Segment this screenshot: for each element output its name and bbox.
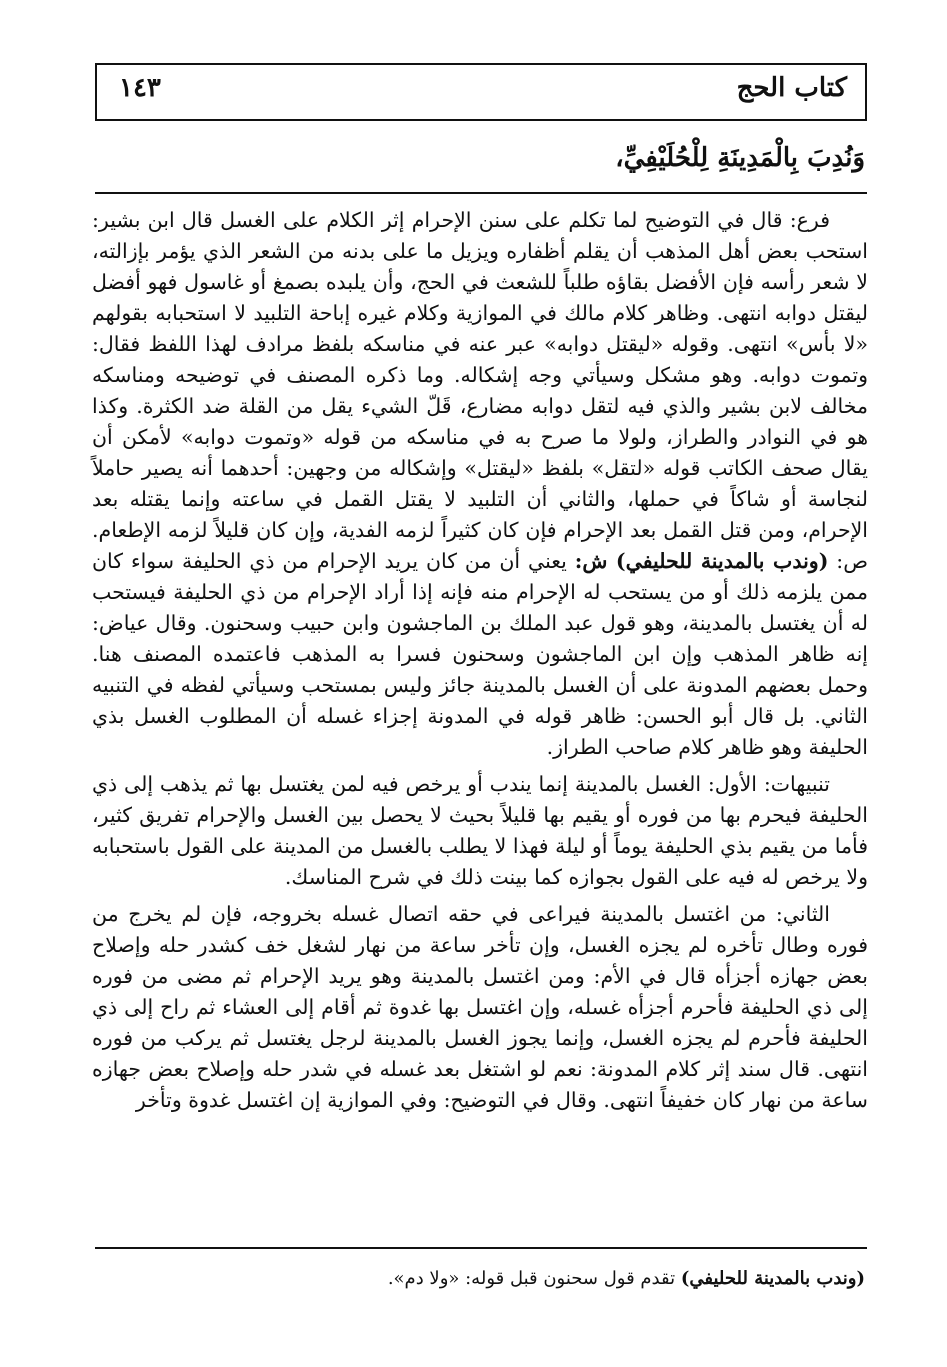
text-segment: فرع: قال في التوضيح لما تكلم على سنن الإحرام إثر الكلام على الغسل قال ابن بشير: استحب بعض أهل المذهب أن يقلم أظفاره ويزيل ما على بدنه من الشعر الذي يؤمر بإزالته، لا شعر رأسه فإن الأفضل بقاؤه طلباً للشعث في الحج، وأن يلبده بصمغ أو غاسول فهو أفضل ليقتل دوابه انتهى. وظاهر كلام مالك في الموازية وكلام غيره إباحة التلبيد لا استحبابه بقولهم «لا بأس» انتهى. وقوله «ليقتل دوابه» عبر عنه في مناسكه بلفظ مرادف لهذا اللفظ فقال: وتموت دوابه. وهو مشكل وسيأتي وجه إشكاله. وما ذكره المصنف في توضيحه ومناسكه مخالف لابن بشير والذي فيه لتقل دوابه مضارع، قَلّ الشيء يقل من القلة ضد الكثرة. وكذا هو في النوادر والطراز، ولولا ما صرح به في مناسكه من قوله «وتموت دوابه» لأمكن أن يقال صحف الكاتب قوله «لتقل» بلفظ «ليقتل» وإشكاله من وجهين: أحدهما أنه يصير حاملاً لنجاسة أو شاكاً في حملها، والثاني أن التلبيد لا يقتل القمل في ساعته وإنما يقتله بعد الإحرام، ومن قتل القمل بعد الإحرام فإن كان كثيراً لزمه الفدية، وإن كان قليلاً لزمه الإطعام. ص:: [92, 208, 868, 573]
paragraph-2: [92, 769, 868, 893]
paragraph-3: [92, 899, 868, 1116]
text-segment: الثاني: من اغتسل بالمدينة فيراعى في حقه اتصال غسله بخروجه، فإن لم يخرج من فوره وطال تأخره لم يجزه الغسل، وإن تأخر ساعة من نهار لشغل خف كشدر حله وإصلاح بعض جهازه أجزأه قال في الأم: ومن اغتسل بالمدينة وهو يريد الإحرام ثم مضى من فوره إلى ذي الحليفة فأحرم أجزأه غسله، وإن اغتسل بها غدوة ثم أقام إلى العشاء ثم راح إلى ذي الحليفة فأحرم لم يجزه الغسل، وإنما يجوز الغسل بالمدينة لرجل يغتسل ثم يركب من فوره انتهى. قال سند إثر كلام المدونة: نعم لو اشتغل بعد غسله في شدر حله وإصلاح بعض جهازه ساعة من نهار كان خفيفاً انتهى. وقال في التوضيح: وفي الموازية إن اغتسل غدوة وتأخر: [92, 902, 868, 1112]
footnote-text: تقدم قول سحنون قبل قوله: «ولا دم».: [387, 1268, 681, 1289]
footnote-quote: (وندب بالمدينة للحليفي): [680, 1268, 865, 1289]
footnote: [85, 1268, 865, 1289]
commentary-body: [92, 205, 868, 1122]
matn-text: وَنُدِبَ بِالْمَدِينَةِ لِلْحُلَيْفِيِّ،: [615, 143, 865, 173]
page-header: [95, 63, 867, 121]
chapter-title: كتاب الحج: [736, 73, 847, 103]
text-segment: يعني أن من كان يريد الإحرام من ذي الحليفة سواء كان ممن يلزمه ذلك أو من يستحب له الإحرام منه فإنه إذا أراد الإحرام من ذي الحليفة فيستحب له أن يغتسل بالمدينة، وهو قول عبد الملك بن الماجشون وابن حبيب وسحنون. وقال عياض: إنه ظاهر المذهب وإن ابن الماجشون وسحنون فسرا به المذهب فاعتمده المصنف هنا. وحمل بعضهم المدونة على أن الغسل بالمدينة جائز وليس بمستحب وسيأتي لفظه في التنبيه الثاني. بل قال أبو الحسن: ظاهر قوله في المدونة إجزاء غسله أن المطلوب الغسل بذي الحليفة وهو ظاهر كلام صاحب الطراز.: [92, 549, 868, 759]
text-segment: تنبيهات: الأول: الغسل بالمدينة إنما يندب أو يرخص فيه لمن يغتسل بها ثم يذهب إلى ذي الحليفة فيحرم بها من فوره أو يقيم بها قليلاً بحيث لا يحصل بين الغسل والإحرام تفريق كثير، فأما من يقيم بذي الحليفة يوماً أو ليلة فهذا لا يطلب بالغسل من المدينة على القول باستحبابه ولا يرخص له فيه على القول بجوازه كما بينت ذلك في شرح المناسك.: [92, 772, 868, 889]
page-number: ١٤٣: [119, 73, 161, 103]
matn-quote: (وندب بالمدينة للحليفي) ش:: [574, 549, 829, 573]
paragraph-1: [92, 205, 868, 763]
divider-bottom: [95, 1247, 867, 1249]
divider-top: [95, 192, 867, 194]
